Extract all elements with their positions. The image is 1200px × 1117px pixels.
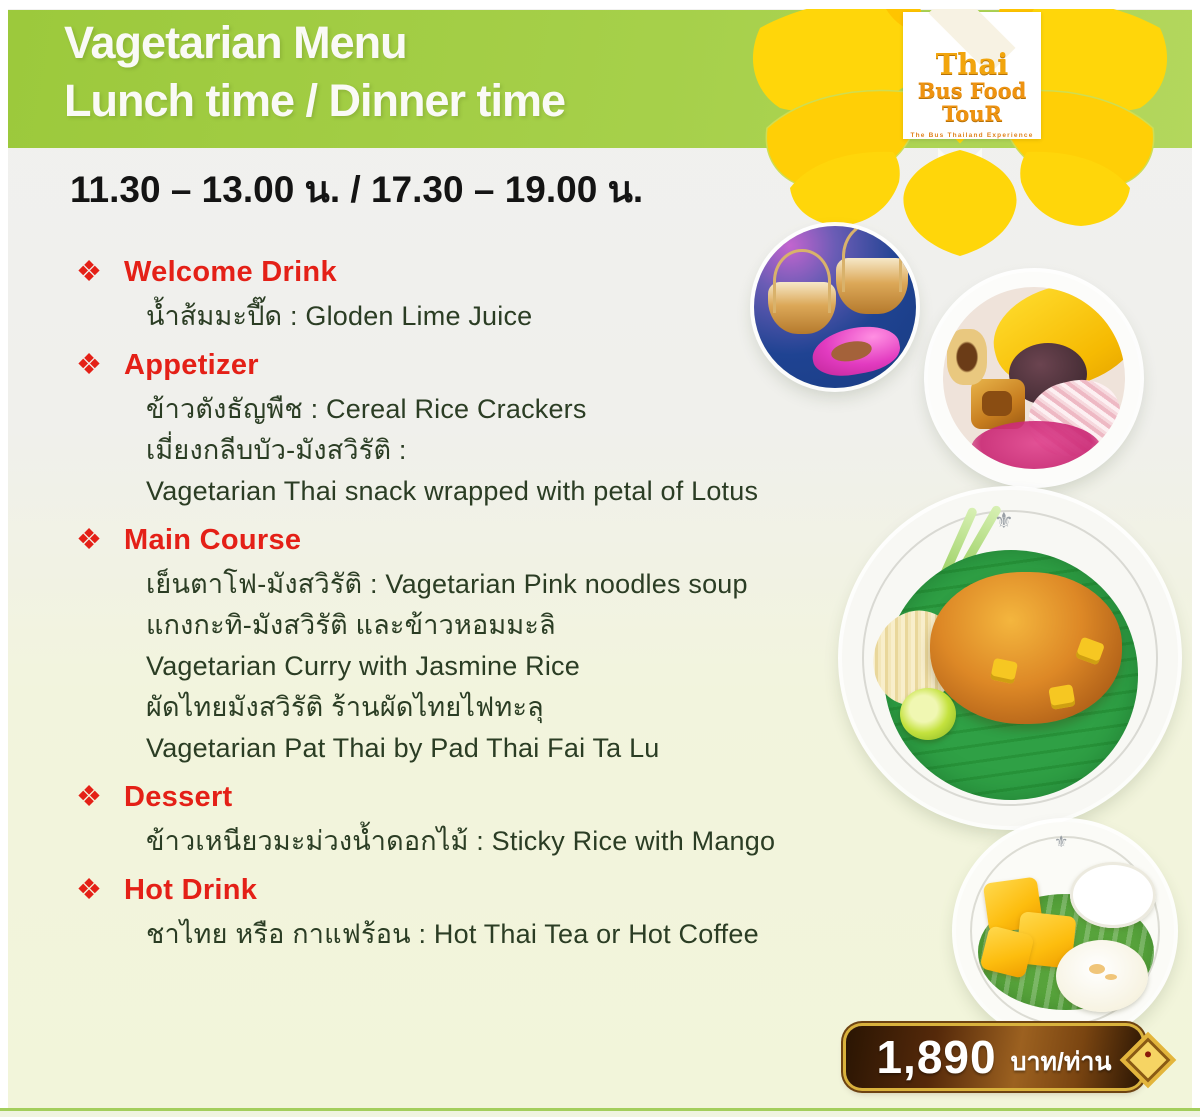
logo-line2: Bus Food [917,78,1027,103]
section-appetizer [76,345,916,508]
frame-top [0,0,1200,9]
section-dessert [76,777,916,858]
appetizer-photo [928,272,1140,484]
diamond-bullet-icon: ❖ [76,348,102,381]
tofu-cube-shape [1048,684,1075,710]
section-head [76,777,916,817]
price-badge [846,1026,1142,1088]
menu-item: เย็นตาโฟ-มังสวิรัติ : Vagetarian Pink noodles soup [146,569,748,599]
menu-item: ข้าวเหนียวมะม่วงน้ำดอกไม้ : Sticky Rice with Mango [146,826,776,856]
section-welcome-drink [76,252,916,333]
plate-crest-icon: ⚜ [994,508,1014,533]
menu-item: ชาไทย หรือ กาแฟร้อน : Hot Thai Tea or Hot Coffee [146,919,759,949]
page-title-line2: Lunch time / Dinner time [64,75,566,126]
section-main-course [76,520,916,765]
logo-line1: Thai [935,47,1009,81]
logo-line3: TouR [942,101,1002,126]
menu-item: ผัดไทยมังสวิรัติ ร้านผัดไทยไฟทะลุ [146,692,544,722]
frame-left [0,0,8,1117]
section-title: Main Course [124,523,302,556]
section-title: Hot Drink [124,873,258,906]
diamond-bullet-icon: ❖ [76,780,102,813]
service-time: 11.30 – 13.00 น. / 17.30 – 19.00 น. [70,169,644,210]
diamond-ornament-icon [1120,1032,1177,1089]
section-head [76,252,916,292]
frame-right [1192,0,1200,1117]
menu-item: เมี่ยงกลีบบัว-มังสวิรัติ : [146,435,407,465]
menu-item: แกงกะทิ-มังสวิรัติ และข้าวหอมมะลิ [146,610,556,640]
plate-crest-icon: ⚜ [1054,834,1069,851]
menu-item: น้ำส้มมะปี๊ด : Gloden Lime Juice [146,301,533,331]
logo-tagline: The Bus Thailand Experience [910,132,1034,139]
section-head [76,520,916,560]
price-amount: 1,890 [876,1031,997,1083]
bottom-accent-line [0,1108,1200,1111]
section-title: Welcome Drink [124,255,337,288]
section-head [76,870,916,910]
menu-item: Vagetarian Thai snack wrapped with petal of Lotus [146,476,759,506]
tofu-cube-shape [990,658,1018,685]
menu-item: Vagetarian Pat Thai by Pad Thai Fai Ta Lu [146,733,660,763]
section-head [76,345,916,385]
price-unit: บาท/ท่าน [1010,1048,1112,1076]
dessert-photo [956,822,1174,1040]
menu-item: Vagetarian Curry with Jasmine Rice [146,651,580,681]
menu-list [76,252,916,963]
sticky-rice-shape [1056,940,1148,1012]
magenta-sauce-shape [971,421,1101,469]
page-title-line1: Vagetarian Menu [64,17,407,68]
coconut-cream-dish-shape [1070,862,1156,928]
brand-logo [903,12,1041,139]
diamond-bullet-icon: ❖ [76,523,102,556]
diamond-bullet-icon: ❖ [76,255,102,288]
section-title: Appetizer [124,348,259,381]
section-title: Dessert [124,780,233,813]
diamond-bullet-icon: ❖ [76,873,102,906]
menu-item: ข้าวตังธัญพืช : Cereal Rice Crackers [146,394,587,424]
section-hot-drink [76,870,916,951]
appetizer-plate [943,287,1125,469]
roll-shape [947,329,987,385]
page-title [64,14,565,130]
